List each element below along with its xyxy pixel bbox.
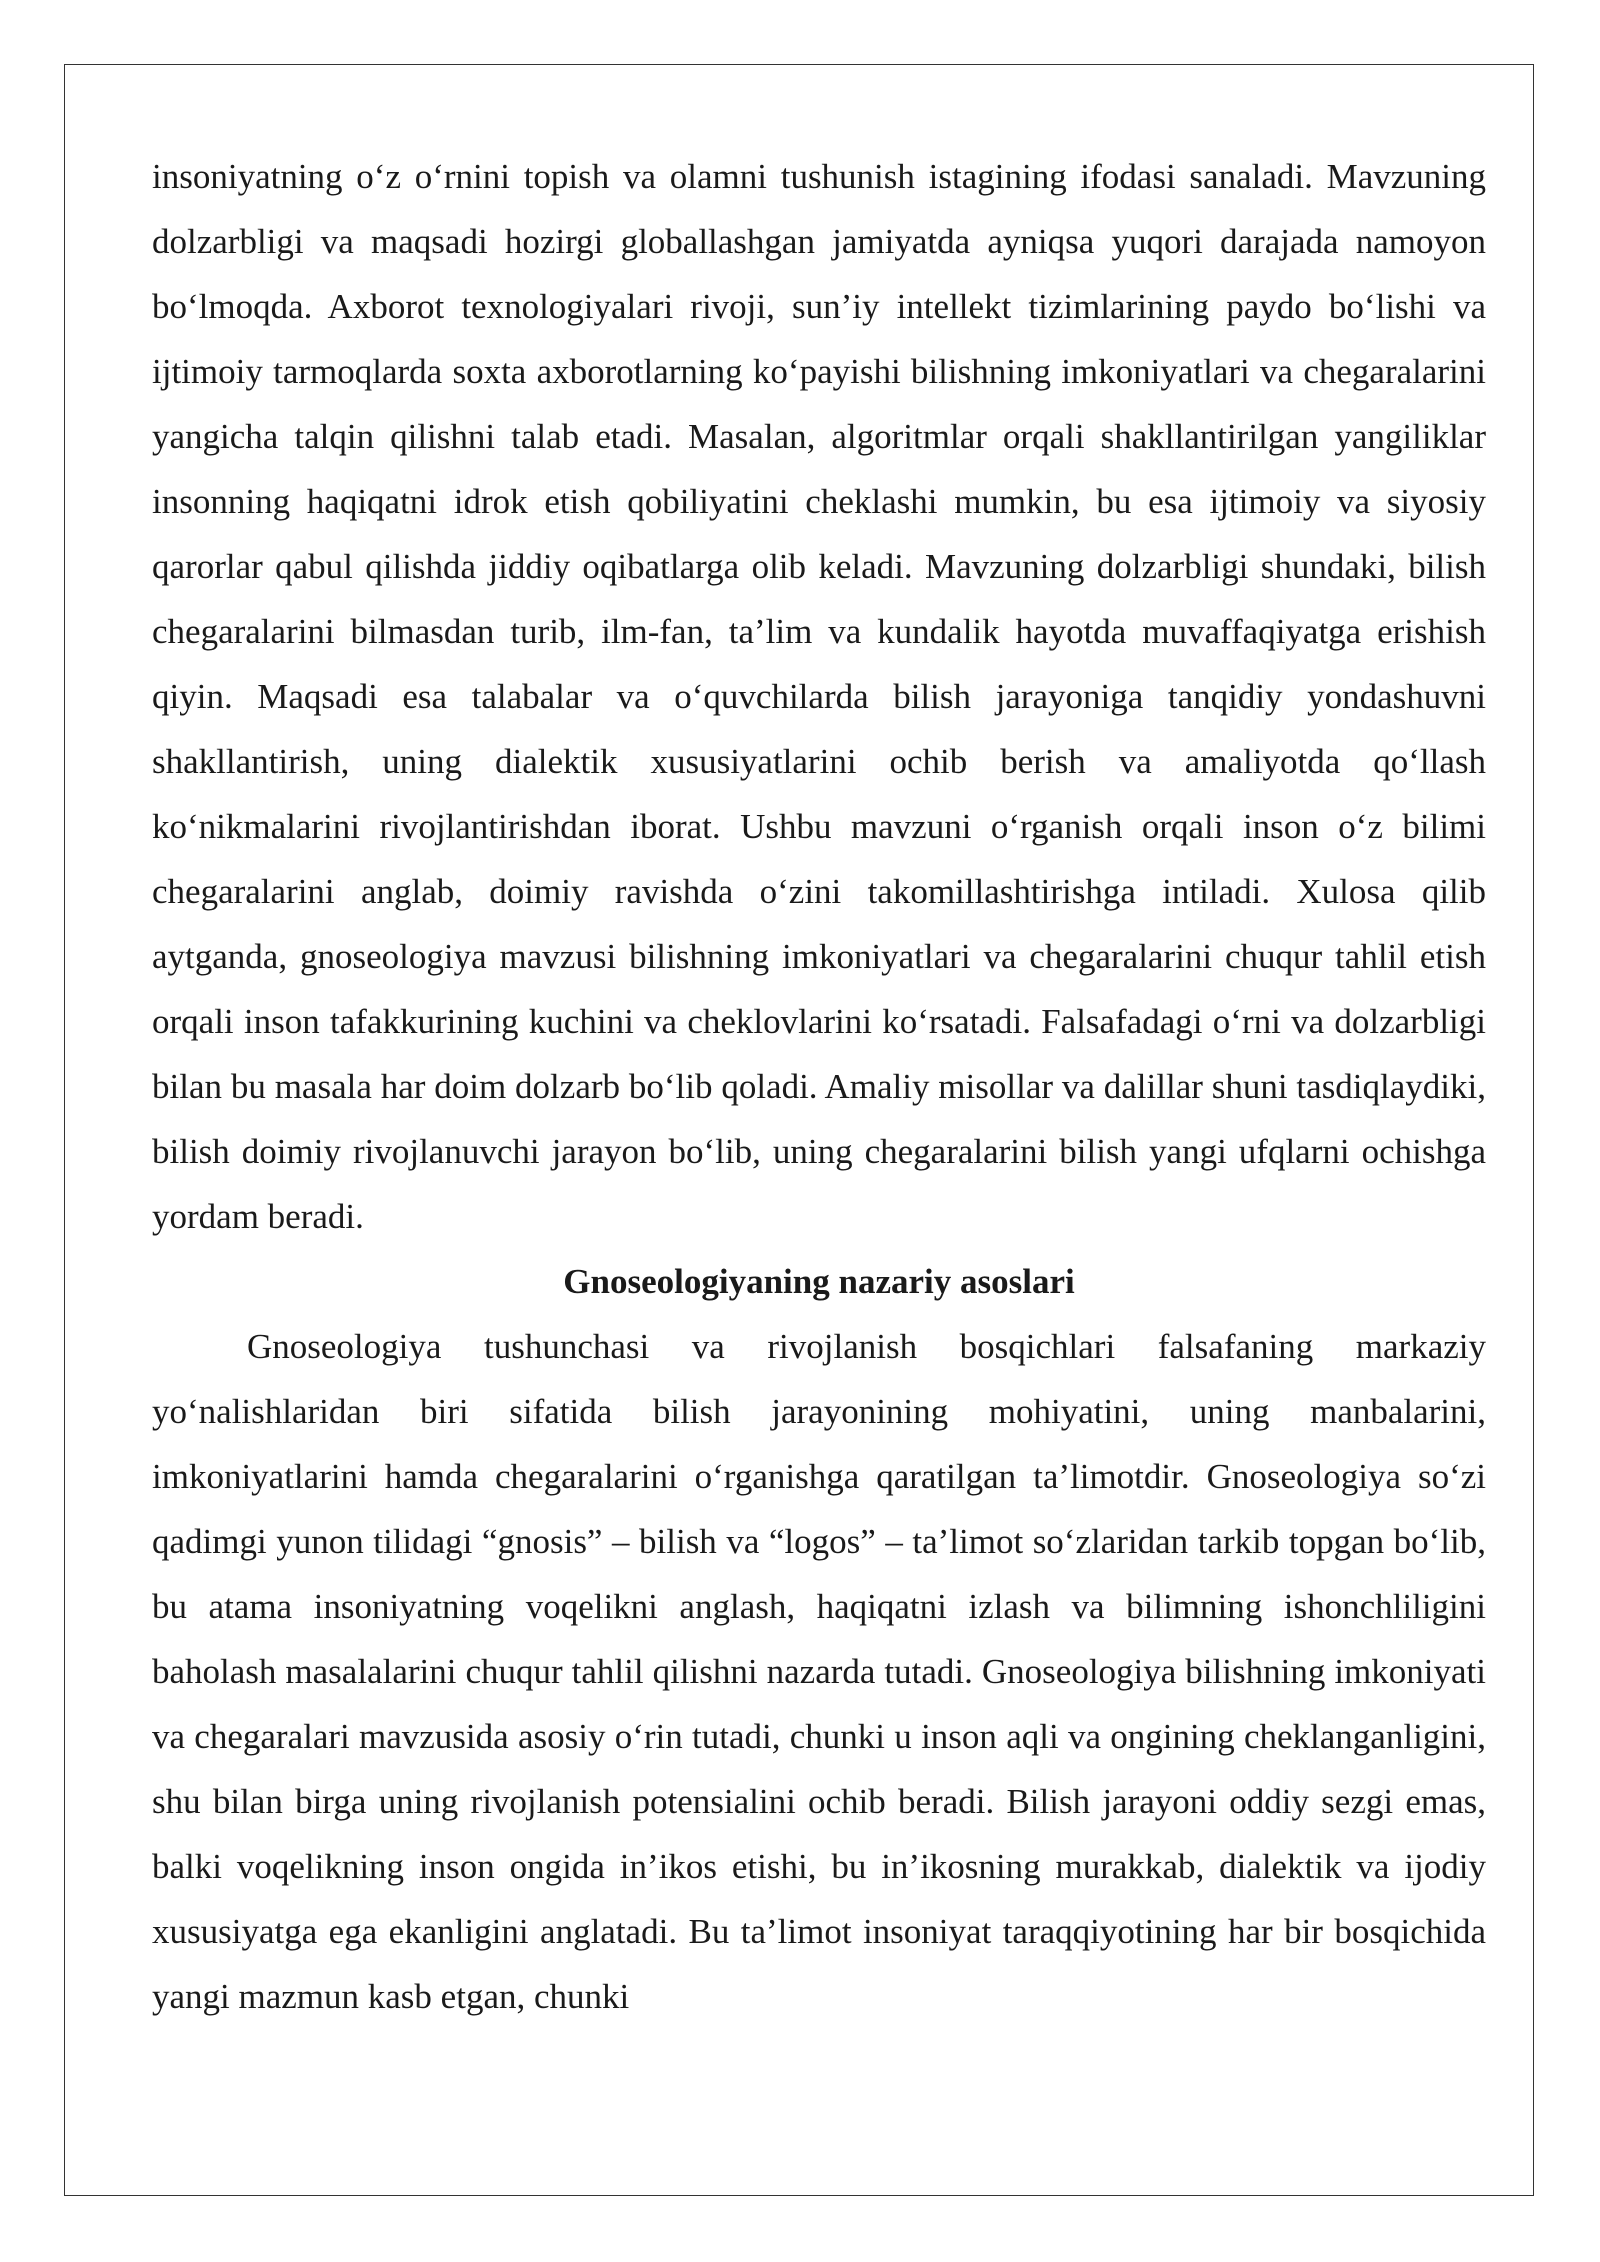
section-heading: Gnoseologiyaning nazariy asoslari [563,1262,1075,1301]
body-paragraph: Gnoseologiya tushunchasi va rivojlanish bosqichlari falsafaning markaziy yo‘nalishlaridan biri sifatida bilish jarayonining mohiyatini, uning manbalarini, imkoniyatlarini hamda chegaralarini o‘rganishga qaratilgan ta’limotdir. Gnoseologiya so‘zi qadimgi yunon tilidagi “gnosis” – bilish va “logos” – ta’limot so‘zlaridan tarkib topgan bo‘lib, bu atama insoniyatning voqelikni anglash, haqiqatni izlash va bilimning ishonchliligini baholash masalalarini chuqur tahlil qilishni nazarda tutadi. Gnoseologiya bilishning imkoniyati va chegaralari mavzusida asosiy o‘rin tutadi, chunki u inson aqli va ongining cheklanganligini, shu bilan birga uning rivojlanish potensialini ochib beradi. Bilish jarayoni oddiy sezgi emas, balki voqelikning inson ongida in’ikos etishi, bu in’ikosning murakkab, dialektik va ijodiy xususiyatga ega ekanligini anglatadi. Bu ta’limot insoniyat taraqqiyotining har bir bosqichida yangi mazmun kasb etgan, chunki [152,1327,1486,2016]
document-body [152,144,1486,2029]
body-paragraph: insoniyatning o‘z o‘rnini topish va olamni tushunish istagining ifodasi sanaladi. Mavzuning dolzarbligi va maqsadi hozirgi globallashgan jamiyatda ayniqsa yuqori darajada namoyon bo‘lmoqda. Axborot texnologiyalari rivoji, sun’iy intellekt tizimlarining paydo bo‘lishi va ijtimoiy tarmoqlarda soxta axborotlarning ko‘payishi bilishning imkoniyatlari va chegaralarini yangicha talqin qilishni talab etadi. Masalan, algoritmlar orqali shakllantirilgan yangiliklar insonning haqiqatni idrok etish qobiliyatini cheklashi mumkin, bu esa ijtimoiy va siyosiy qarorlar qabul qilishda jiddiy oqibatlarga olib keladi. Mavzuning dolzarbligi shundaki, bilish chegaralarini bilmasdan turib, ilm-fan, ta’lim va kundalik hayotda muvaffaqiyatga erishish qiyin. Maqsadi esa talabalar va o‘quvchilarda bilish jarayoniga tanqidiy yondashuvni shakllantirish, uning dialektik xususiyatlarini ochib berish va amaliyotda qo‘llash ko‘nikmalarini rivojlantirishdan iborat. Ushbu mavzuni o‘rganish orqali inson o‘z bilimi chegaralarini anglab, doimiy ravishda o‘zini takomillashtirishga intiladi. Xulosa qilib aytganda, gnoseologiya mavzusi bilishning imkoniyatlari va chegaralarini chuqur tahlil etish orqali inson tafakkurining kuchini va cheklovlarini ko‘rsatadi. Falsafadagi o‘rni va dolzarbligi bilan bu masala har doim dolzarb bo‘lib qoladi. Amaliy misollar va dalillar shuni tasdiqlaydiki, bilish doimiy rivojlanuvchi jarayon bo‘lib, uning chegaralarini bilish yangi ufqlarni ochishga yordam beradi. [152,157,1486,1236]
